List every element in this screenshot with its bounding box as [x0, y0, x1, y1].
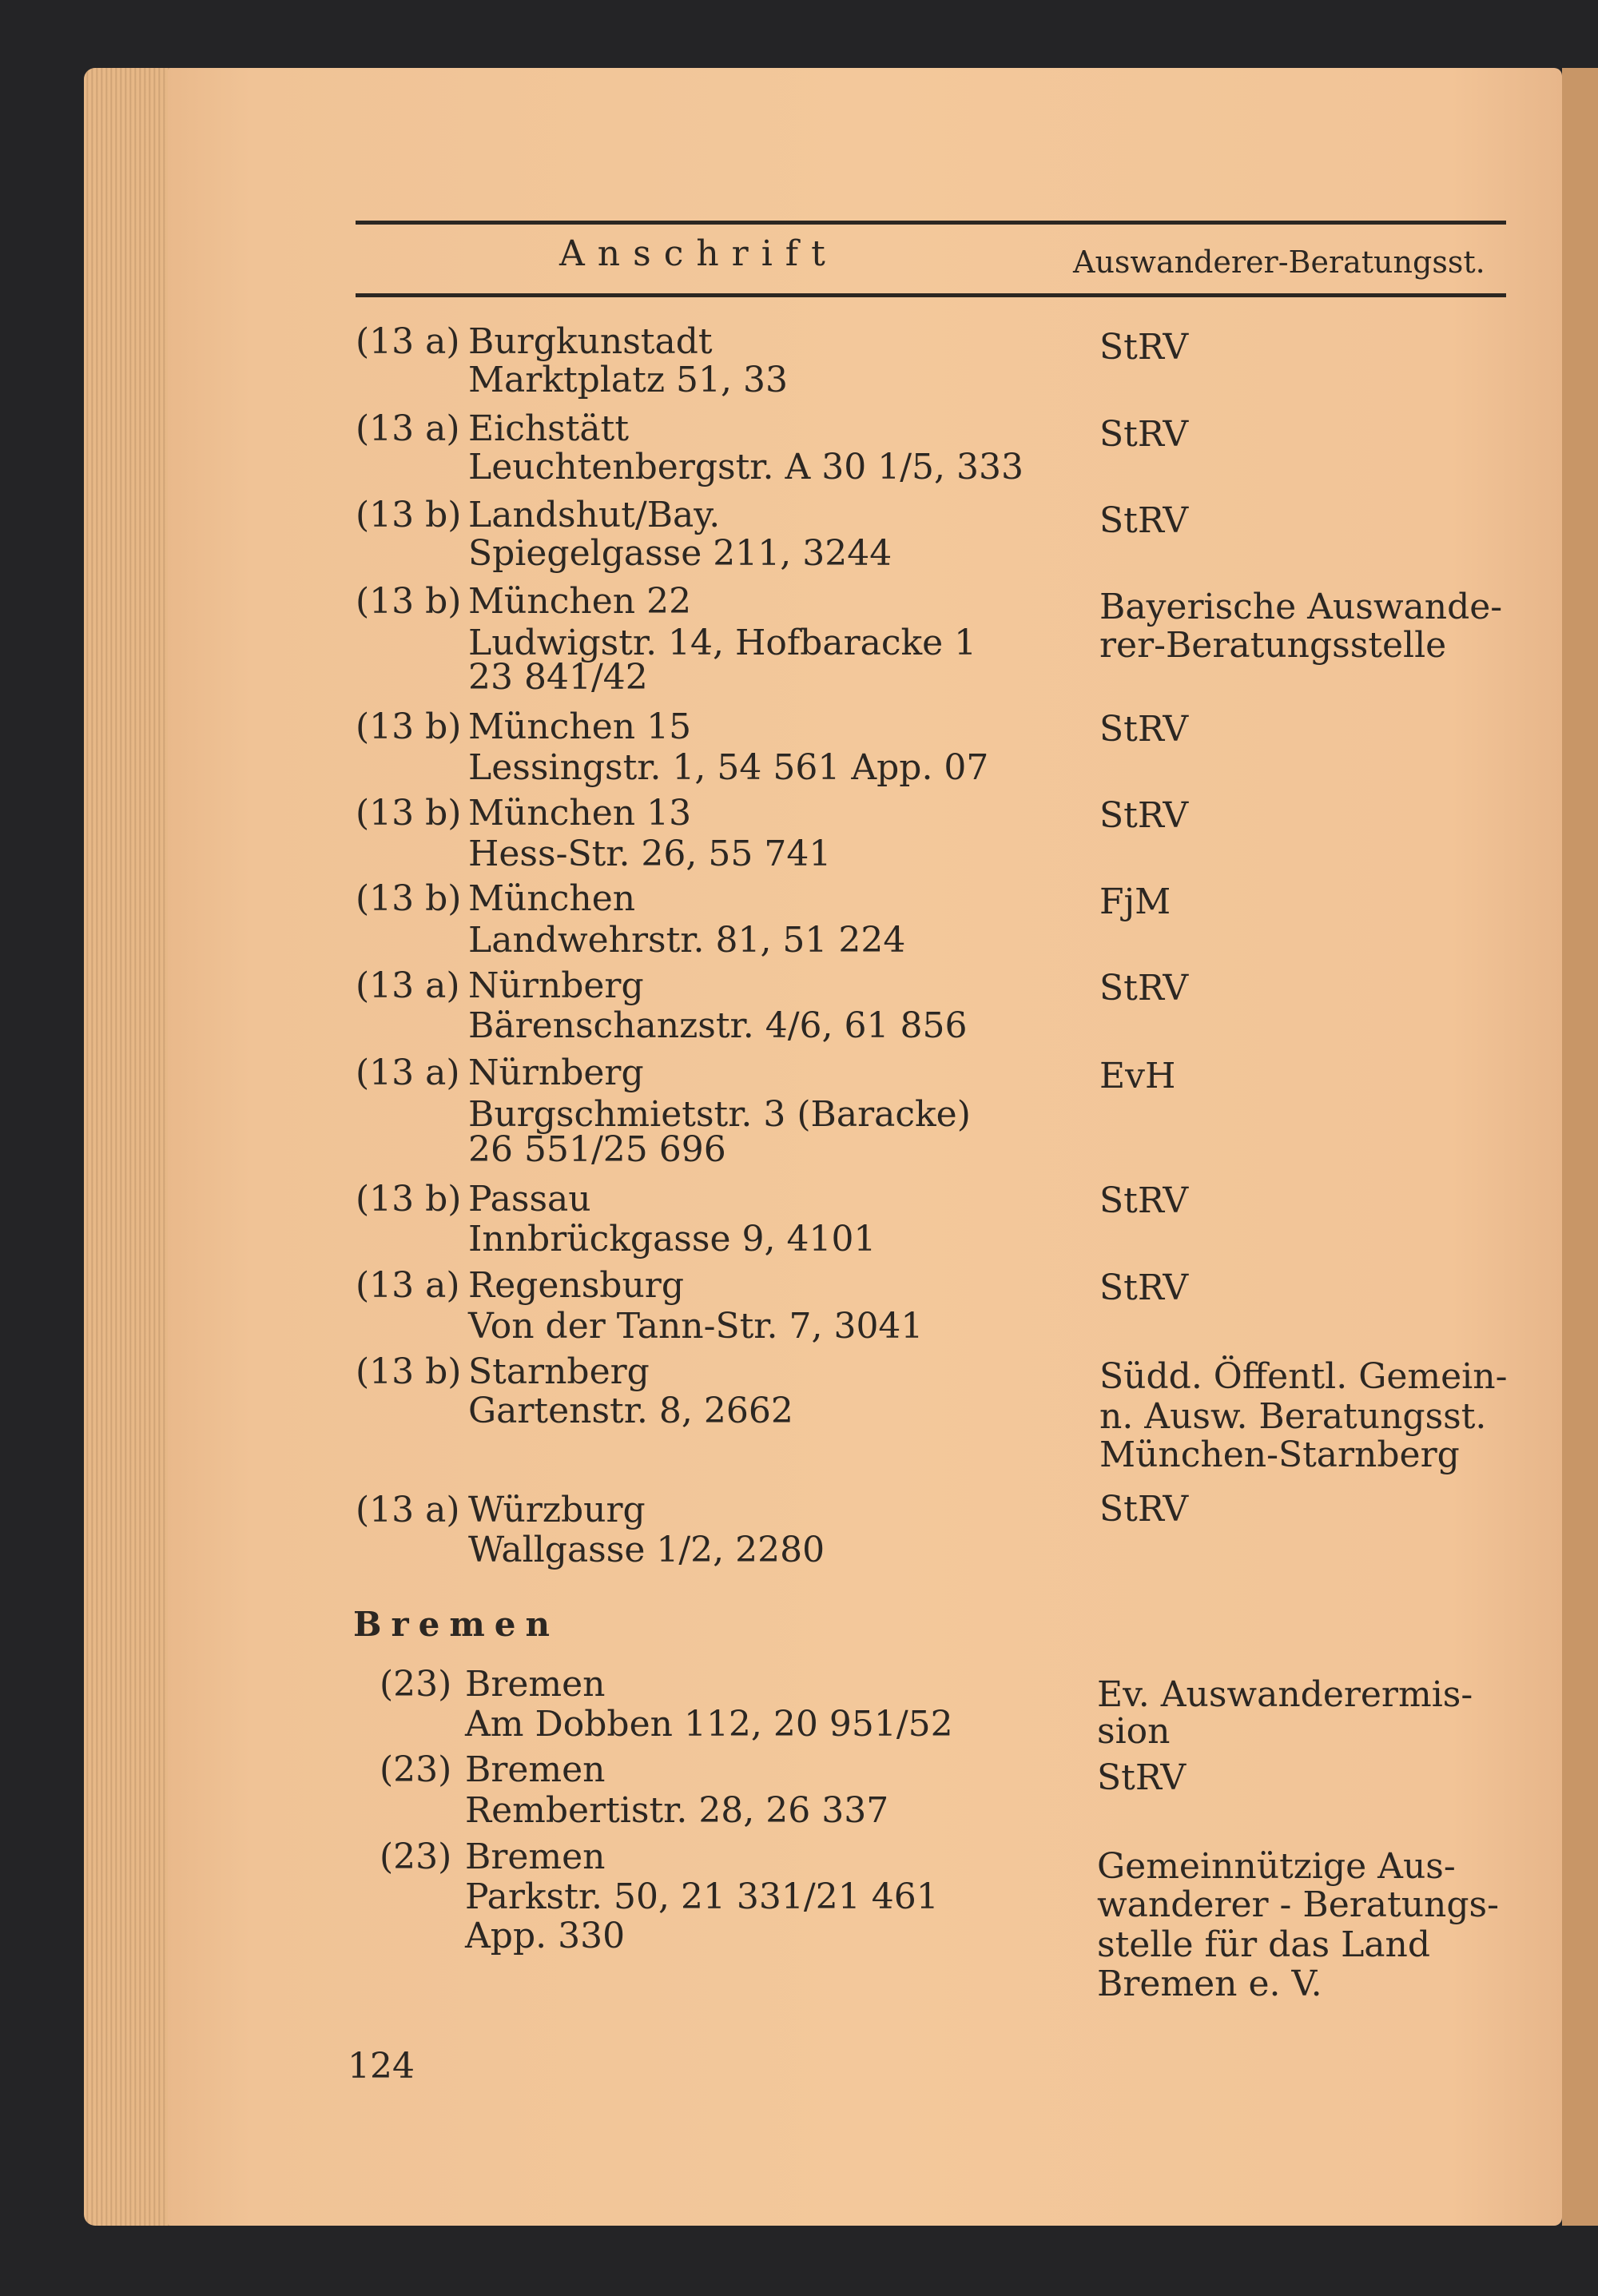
column-header-address: Anschrift	[559, 233, 838, 274]
entry-office: rer-Beratungsstelle	[1099, 625, 1447, 666]
entry-office: EvH	[1099, 1056, 1176, 1096]
entry-address: Ludwigstr. 14, Hofbaracke 1	[468, 623, 977, 663]
entry-address: Spiegelgasse 211, 3244	[468, 533, 892, 574]
entry-address: Burgschmietstr. 3 (Baracke)	[468, 1094, 971, 1135]
entry-city: München 13	[468, 793, 692, 834]
entry-address: Innbrückgasse 9, 4101	[468, 1219, 877, 1259]
entry-zone: (23)	[380, 1664, 452, 1705]
entry-address: Gartenstr. 8, 2662	[468, 1391, 793, 1431]
entry-zone: (23)	[380, 1836, 452, 1877]
entry-phone: 23 841/42	[468, 657, 648, 698]
entry-office: stelle für das Land	[1097, 1924, 1431, 1965]
entry-address: Marktplatz 51, 33	[468, 360, 788, 400]
entry-zone: (13 a)	[356, 1265, 460, 1306]
column-header-office: Auswanderer-Beratungsst.	[1073, 245, 1485, 280]
header-rule-bottom	[356, 293, 1506, 297]
entry-address: Leuchtenbergstr. A 30 1/5, 333	[468, 447, 1024, 487]
entry-zone: (13 a)	[356, 408, 460, 449]
entry-office: München-Starnberg	[1099, 1435, 1460, 1475]
entry-address: Lessingstr. 1, 54 561 App. 07	[468, 747, 989, 788]
entry-zone: (13 a)	[356, 1052, 460, 1093]
entry-office: StRV	[1099, 414, 1189, 455]
entry-office: StRV	[1099, 1267, 1189, 1308]
entry-address: Hess-Str. 26, 55 741	[468, 834, 832, 874]
entry-office: wanderer - Beratungs-	[1097, 1884, 1499, 1925]
entry-office: sion	[1097, 1711, 1171, 1752]
entry-address: Am Dobben 112, 20 951/52	[465, 1704, 953, 1745]
entry-zone: (13 b)	[356, 1351, 462, 1392]
entry-city: Bremen	[465, 1836, 606, 1877]
entry-city: Starnberg	[468, 1351, 650, 1392]
entry-address: Bärenschanzstr. 4/6, 61 856	[468, 1005, 968, 1046]
entry-office: StRV	[1099, 500, 1189, 541]
entry-city: Landshut/Bay.	[468, 495, 721, 535]
section-title: Bremen	[353, 1605, 560, 1644]
entry-city: Burgkunstadt	[468, 321, 713, 362]
entry-city: Nürnberg	[468, 1052, 644, 1093]
entry-zone: (13 b)	[356, 706, 462, 747]
entry-office: StRV	[1099, 327, 1189, 368]
entry-zone: (13 b)	[356, 793, 462, 834]
entry-office: n. Ausw. Beratungsst.	[1099, 1396, 1487, 1437]
entry-office: FjM	[1099, 881, 1171, 922]
entry-zone: (13 b)	[356, 1179, 462, 1220]
entry-zone: (13 a)	[356, 1490, 460, 1530]
entry-office: Südd. Öffentl. Gemein-	[1099, 1356, 1508, 1397]
entry-zone: (13 a)	[356, 321, 460, 362]
entry-address: Wallgasse 1/2, 2280	[468, 1530, 825, 1570]
entry-office: StRV	[1099, 795, 1189, 836]
entry-zone: (13 b)	[356, 581, 462, 622]
entry-office: StRV	[1099, 709, 1189, 750]
entry-office: Gemeinnützige Aus-	[1097, 1846, 1456, 1887]
entry-zone: (13 b)	[356, 878, 462, 919]
entry-zone: (23)	[380, 1749, 452, 1790]
entry-office: StRV	[1099, 1180, 1189, 1221]
entry-office: StRV	[1099, 968, 1189, 1009]
entry-office: StRV	[1097, 1757, 1187, 1798]
page-edges	[84, 68, 180, 2226]
entry-city: Eichstätt	[468, 408, 630, 449]
entry-address: App. 330	[465, 1916, 626, 1956]
entry-address: Rembertistr. 28, 26 337	[465, 1790, 889, 1831]
entry-office: Bremen e. V.	[1097, 1964, 1322, 2004]
entry-city: Regensburg	[468, 1265, 684, 1306]
entry-city: Nürnberg	[468, 965, 644, 1006]
entry-address: Von der Tann-Str. 7, 3041	[468, 1306, 924, 1347]
page-number: 124	[348, 2046, 415, 2087]
entry-office: StRV	[1099, 1489, 1189, 1530]
entry-city: Bremen	[465, 1749, 606, 1790]
entry-city: München 22	[468, 581, 692, 622]
entry-office: Ev. Auswanderermis-	[1097, 1674, 1473, 1715]
entry-city: Bremen	[465, 1664, 606, 1705]
entry-office: Bayerische Auswande-	[1099, 587, 1503, 627]
entry-zone: (13 a)	[356, 965, 460, 1006]
entry-zone: (13 b)	[356, 495, 462, 535]
entry-city: Würzburg	[468, 1490, 646, 1530]
entry-city: Passau	[468, 1179, 591, 1220]
entry-city: München 15	[468, 706, 692, 747]
entry-address: Parkstr. 50, 21 331/21 461	[465, 1876, 939, 1917]
entry-address: Landwehrstr. 81, 51 224	[468, 920, 906, 961]
book-spine	[1562, 68, 1598, 2226]
entry-phone: 26 551/25 696	[468, 1129, 726, 1170]
header-rule-top	[356, 221, 1506, 225]
entry-city: München	[468, 878, 636, 919]
